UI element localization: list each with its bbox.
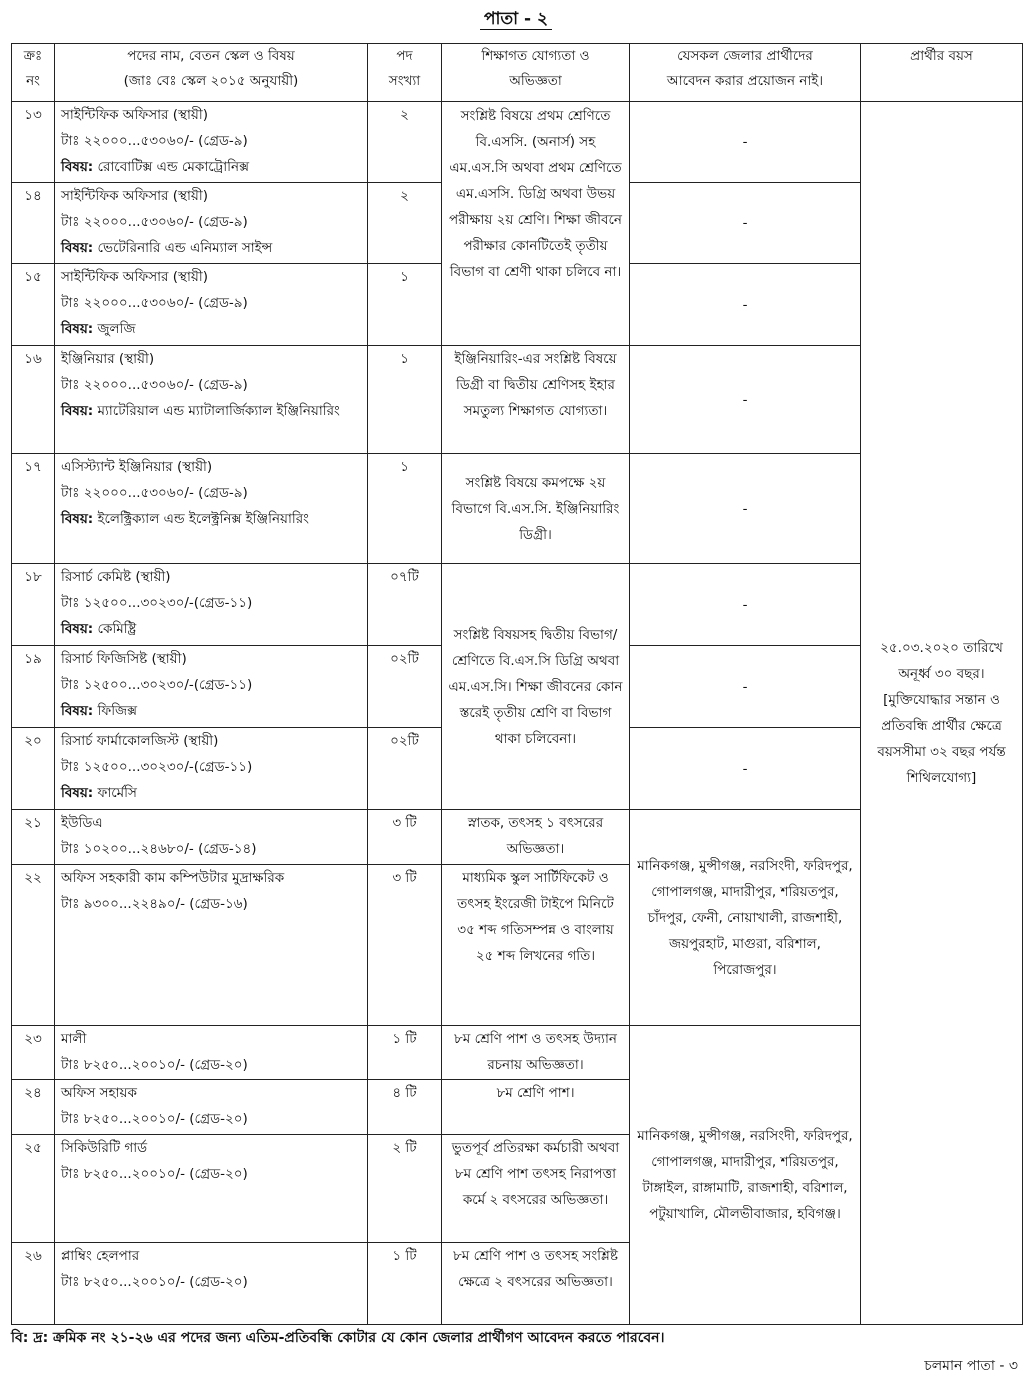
- page-header: [0, 6, 1032, 34]
- count-cell: ০২টি: [368, 728, 442, 810]
- count-cell: ১ টি: [368, 1243, 442, 1325]
- serial-cell: ১৬: [12, 346, 55, 454]
- district-cell: -: [630, 102, 861, 183]
- post-cell: সাইন্টিফিক অফিসার (স্থায়ী) টাঃ ২২০০০...৫৩০৬০/- (গ্রেড-৯) বিষয়: জুলজি: [55, 264, 368, 346]
- recruitment-table: [11, 43, 1023, 1325]
- count-cell: ১: [368, 454, 442, 564]
- qualification-cell: সংশ্লিষ্ট বিষয়ে কমপক্ষে ২য় বিভাগে বি.এস.সি. ইঞ্জিনিয়ারিং ডিগ্রী।: [442, 454, 630, 564]
- post-cell: রিসার্চ ফার্মাকোলজিস্ট (স্থায়ী) টাঃ ১২৫০০...৩০২৩০/-(গ্রেড-১১) বিষয়: ফার্মেসি: [55, 728, 368, 810]
- count-cell: ২: [368, 183, 442, 264]
- qualification-cell: ৮ম শ্রেণি পাশ।: [442, 1080, 630, 1135]
- serial-cell: ১৯: [12, 646, 55, 728]
- header-age: প্রার্থীর বয়স: [861, 44, 1023, 102]
- footnote: বি: দ্র: ক্রমিক নং ২১-২৬ এর পদের জন্য এতিম-প্রতিবন্ধি কোটার যে কোন জেলার প্রার্থীগণ আবেদন করতে পারবেন।: [11, 1330, 665, 1346]
- count-cell: ২ টি: [368, 1135, 442, 1243]
- district-cell: -: [630, 646, 861, 728]
- table-row: [12, 102, 1023, 183]
- post-cell: প্লাম্বিং হেলপার টাঃ ৮২৫০...২০০১০/- (গ্রেড-২০): [55, 1243, 368, 1325]
- serial-cell: ২১: [12, 810, 55, 865]
- district-cell: -: [630, 454, 861, 564]
- post-cell: এসিস্ট্যান্ট ইঞ্জিনিয়ার (স্থায়ী) টাঃ ২২০০০...৫৩০৬০/- (গ্রেড-৯) বিষয়: ইলেক্ট্রিক্যাল এন্ড ইলেক্ট্রনিক্স ইঞ্জিনিয়ারিং: [55, 454, 368, 564]
- count-cell: ৪ টি: [368, 1080, 442, 1135]
- post-cell: মালী টাঃ ৮২৫০...২০০১০/- (গ্রেড-২০): [55, 1026, 368, 1080]
- qualification-cell: স্নাতক, তৎসহ ১ বৎসরের অভিজ্ঞতা।: [442, 810, 630, 865]
- header-serial: ক্রঃ নং: [12, 44, 55, 102]
- header-count: পদ সংখ্যা: [368, 44, 442, 102]
- district-cell: -: [630, 183, 861, 264]
- qualification-cell: মাধ্যমিক স্কুল সার্টিফিকেট ও তৎসহ ইংরেজী টাইপে মিনিটে ৩৫ শব্দ গতিসম্পন্ন ও বাংলায় ২৫ শব্দ লিখনের গতি।: [442, 865, 630, 1026]
- post-cell: রিসার্চ কেমিষ্ট (স্থায়ী) টাঃ ১২৫০০...৩০২৩০/-(গ্রেড-১১) বিষয়: কেমিষ্ট্রি: [55, 564, 368, 646]
- serial-cell: ২৫: [12, 1135, 55, 1243]
- serial-cell: ১৫: [12, 264, 55, 346]
- serial-cell: ২৪: [12, 1080, 55, 1135]
- count-cell: ০৭টি: [368, 564, 442, 646]
- count-cell: ৩ টি: [368, 810, 442, 865]
- serial-cell: ২২: [12, 865, 55, 1026]
- serial-cell: ২৬: [12, 1243, 55, 1325]
- age-cell: ২৫.০৩.২০২০ তারিখে অনূর্ধ্ব ৩০ বছর। [মুক্তিযোদ্ধার সন্তান ও প্রতিবন্ধি প্রার্থীর ক্ষেত্রে বয়সসীমা ৩২ বছর পর্যন্ত শিথিলযোগ্য]: [861, 102, 1023, 1325]
- qualification-cell: ৮ম শ্রেণি পাশ ও তৎসহ উদ্যান রচনায় অভিজ্ঞতা।: [442, 1026, 630, 1080]
- count-cell: ৩ টি: [368, 865, 442, 1026]
- serial-cell: ১৩: [12, 102, 55, 183]
- post-cell: ইঞ্জিনিয়ার (স্থায়ী) টাঃ ২২০০০...৫৩০৬০/- (গ্রেড-৯) বিষয়: ম্যাটেরিয়াল এন্ড ম্যাটালার্জিক্যাল ইঞ্জিনিয়ারিং: [55, 346, 368, 454]
- district-list-cell: মানিকগঞ্জ, মুন্সীগঞ্জ, নরসিংদী, ফরিদপুর, গোপালগঞ্জ, মাদারীপুর, শরিয়তপুর, টাঙ্গাইল, রাঙ্গামাটি, রাজশাহী, বরিশাল, পটুয়াখালি, মৌলভীবাজার, হবিগঞ্জ।: [630, 1026, 861, 1325]
- serial-cell: ১৪: [12, 183, 55, 264]
- qualification-cell: ৮ম শ্রেণি পাশ ও তৎসহ সংশ্লিষ্ট ক্ষেত্রে ২ বৎসরের অভিজ্ঞতা।: [442, 1243, 630, 1325]
- continuation-note: চলমান পাতা - ৩: [924, 1358, 1018, 1374]
- serial-cell: ১৮: [12, 564, 55, 646]
- count-cell: ১: [368, 264, 442, 346]
- header-qualification: শিক্ষাগত যোগ্যতা ও অভিজ্ঞতা: [442, 44, 630, 102]
- post-cell: সিকিউরিটি গার্ড টাঃ ৮২৫০...২০০১০/- (গ্রেড-২০): [55, 1135, 368, 1243]
- header-post: পদের নাম, বেতন স্কেল ও বিষয় (জাঃ বেঃ স্কেল ২০১৫ অনুযায়ী): [55, 44, 368, 102]
- page-title: পাতা - ২: [480, 9, 552, 30]
- post-cell: অফিস সহকারী কাম কম্পিউটার মুদ্রাক্ষরিক টাঃ ৯৩০০...২২৪৯০/- (গ্রেড-১৬): [55, 865, 368, 1026]
- post-cell: সাইন্টিফিক অফিসার (স্থায়ী) টাঃ ২২০০০...৫৩০৬০/- (গ্রেড-৯) বিষয়: রোবোটিক্স এন্ড মেকাট্রোনিক্স: [55, 102, 368, 183]
- post-cell: রিসার্চ ফিজিসিষ্ট (স্থায়ী) টাঃ ১২৫০০...৩০২৩০/-(গ্রেড-১১) বিষয়: ফিজিক্স: [55, 646, 368, 728]
- count-cell: ০২টি: [368, 646, 442, 728]
- qualification-cell: সংশ্লিষ্ট বিষয়ে প্রথম শ্রেণিতে বি.এসসি. (অনার্স) সহ এম.এস.সি অথবা প্রথম শ্রেণিতে এম.এসসি. ডিগ্রি অথবা উভয় পরীক্ষায় ২য় শ্রেণি। শিক্ষা জীবনে পরীক্ষার কোনটিতেই তৃতীয় বিভাগ বা শ্রেণী থাকা চলিবে না।: [442, 102, 630, 346]
- district-cell: -: [630, 728, 861, 810]
- district-cell: -: [630, 346, 861, 454]
- serial-cell: ১৭: [12, 454, 55, 564]
- qualification-cell: ভুতপূর্ব প্রতিরক্ষা কর্মচারী অথবা ৮ম শ্রেণি পাশ তৎসহ নিরাপত্তা কর্মে ২ বৎসরের অভিজ্ঞতা।: [442, 1135, 630, 1243]
- district-cell: -: [630, 264, 861, 346]
- serial-cell: ২৩: [12, 1026, 55, 1080]
- count-cell: ২: [368, 102, 442, 183]
- district-cell: -: [630, 564, 861, 646]
- district-list-cell: মানিকগঞ্জ, মুন্সীগঞ্জ, নরসিংদী, ফরিদপুর, গোপালগঞ্জ, মাদারীপুর, শরিয়তপুর, চাঁদপুর, ফেনী, নোয়াখালী, রাজশাহী, জয়পুরহাট, মাগুরা, বরিশাল, পিরোজপুর।: [630, 810, 861, 1026]
- header-districts: যেসকল জেলার প্রার্থীদের আবেদন করার প্রয়োজন নাই।: [630, 44, 861, 102]
- post-cell: সাইন্টিফিক অফিসার (স্থায়ী) টাঃ ২২০০০...৫৩০৬০/- (গ্রেড-৯) বিষয়: ভেটেরিনারি এন্ড এনিম্যাল সাইন্স: [55, 183, 368, 264]
- qualification-cell: সংশ্লিষ্ট বিষয়সহ দ্বিতীয় বিভাগ/শ্রেণিতে বি.এস.সি ডিগ্রি অথবা এম.এস.সি। শিক্ষা জীবনের কোন স্তরেই তৃতীয় শ্রেণি বা বিভাগ থাকা চলিবেনা।: [442, 564, 630, 810]
- serial-cell: ২০: [12, 728, 55, 810]
- table-header-row: [12, 44, 1023, 102]
- count-cell: ১ টি: [368, 1026, 442, 1080]
- count-cell: ১: [368, 346, 442, 454]
- post-cell: ইউডিএ টাঃ ১০২০০...২৪৬৮০/- (গ্রেড-১৪): [55, 810, 368, 865]
- qualification-cell: ইঞ্জিনিয়ারিং-এর সংশ্লিষ্ট বিষয়ে ডিগ্রী বা দ্বিতীয় শ্রেণিসহ ইহার সমতুল্য শিক্ষাগত যোগ্যতা।: [442, 346, 630, 454]
- post-cell: অফিস সহায়ক টাঃ ৮২৫০...২০০১০/- (গ্রেড-২০): [55, 1080, 368, 1135]
